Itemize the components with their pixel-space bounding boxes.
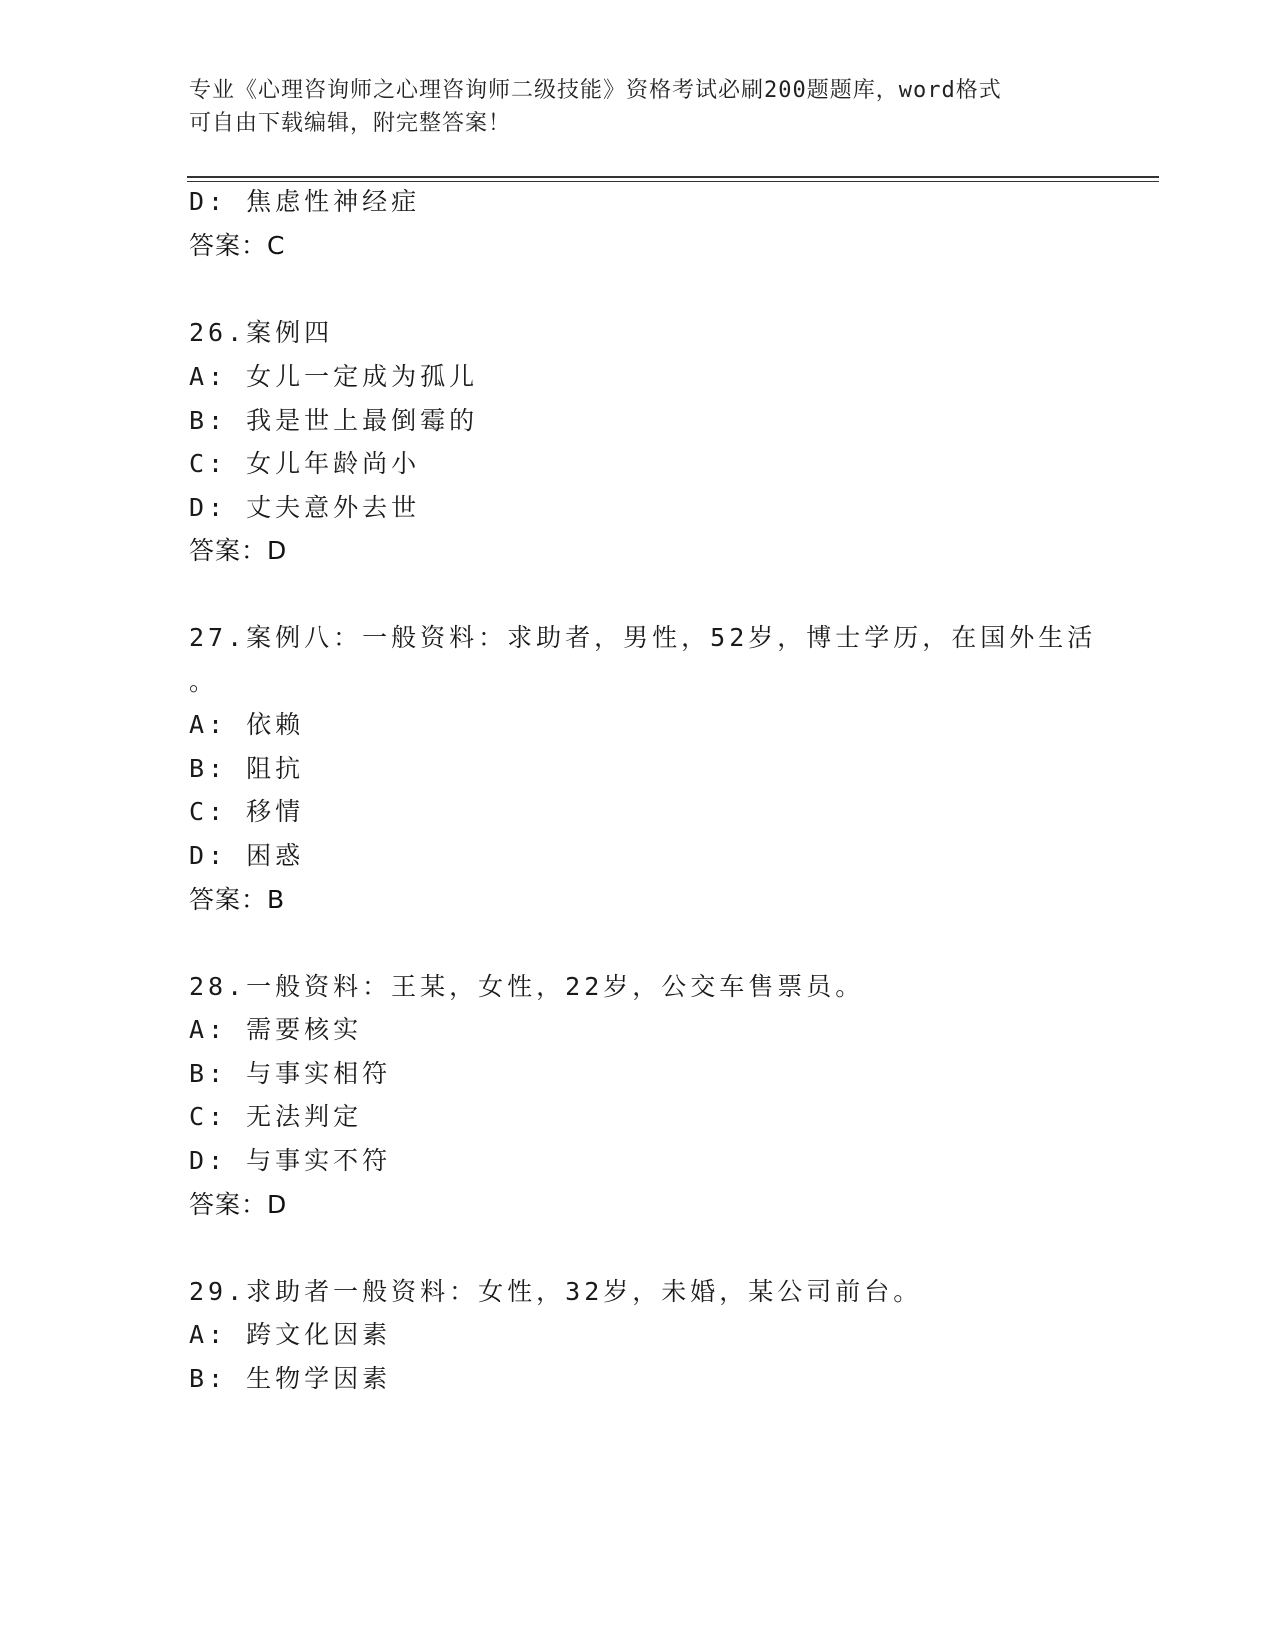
q26-answer: 答案：D	[189, 536, 288, 565]
prev-answer: 答案：C	[189, 231, 286, 260]
q26-option-c: C: 女儿年龄尚小	[189, 449, 421, 478]
q27-stem: 27.案例八：一般资料：求助者，男性，52岁，博士学历，在国外生活	[189, 623, 1097, 652]
q26-option-d: D: 丈夫意外去世	[189, 493, 421, 522]
header-line-1: 专业《心理咨询师之心理咨询师二级技能》资格考试必刷200题题库，word格式	[189, 78, 1002, 103]
q28-option-c: C: 无法判定	[189, 1102, 363, 1131]
header-line-2: 可自由下载编辑，附完整答案！	[189, 111, 512, 136]
header-divider-thin	[187, 181, 1159, 182]
q27-answer: 答案：B	[189, 885, 286, 914]
q28-answer: 答案：D	[189, 1190, 288, 1219]
document-header	[189, 74, 1089, 140]
prev-option-d: D: 焦虑性神经症	[189, 187, 421, 216]
q26-option-a: A: 女儿一定成为孤儿	[189, 362, 479, 391]
q28-stem: 28.一般资料：王某，女性，22岁，公交车售票员。	[189, 972, 865, 1001]
q28-option-b: B: 与事实相符	[189, 1059, 392, 1088]
q29-stem: 29.求助者一般资料：女性，32岁，未婚，某公司前台。	[189, 1277, 923, 1306]
q26-stem: 26.案例四	[189, 318, 334, 347]
q26-option-b: B: 我是世上最倒霉的	[189, 406, 479, 435]
q27-option-c: C: 移情	[189, 797, 305, 826]
q27-option-a: A: 依赖	[189, 710, 305, 739]
header-divider-thick	[187, 176, 1159, 178]
q28-option-d: D: 与事实不符	[189, 1146, 392, 1175]
q27-stem-cont: 。	[189, 667, 219, 696]
q27-option-d: D: 困惑	[189, 841, 305, 870]
q28-option-a: A: 需要核实	[189, 1015, 363, 1044]
q29-option-b: B: 生物学因素	[189, 1364, 392, 1393]
q29-option-a: A: 跨文化因素	[189, 1320, 392, 1349]
q27-option-b: B: 阻抗	[189, 754, 305, 783]
